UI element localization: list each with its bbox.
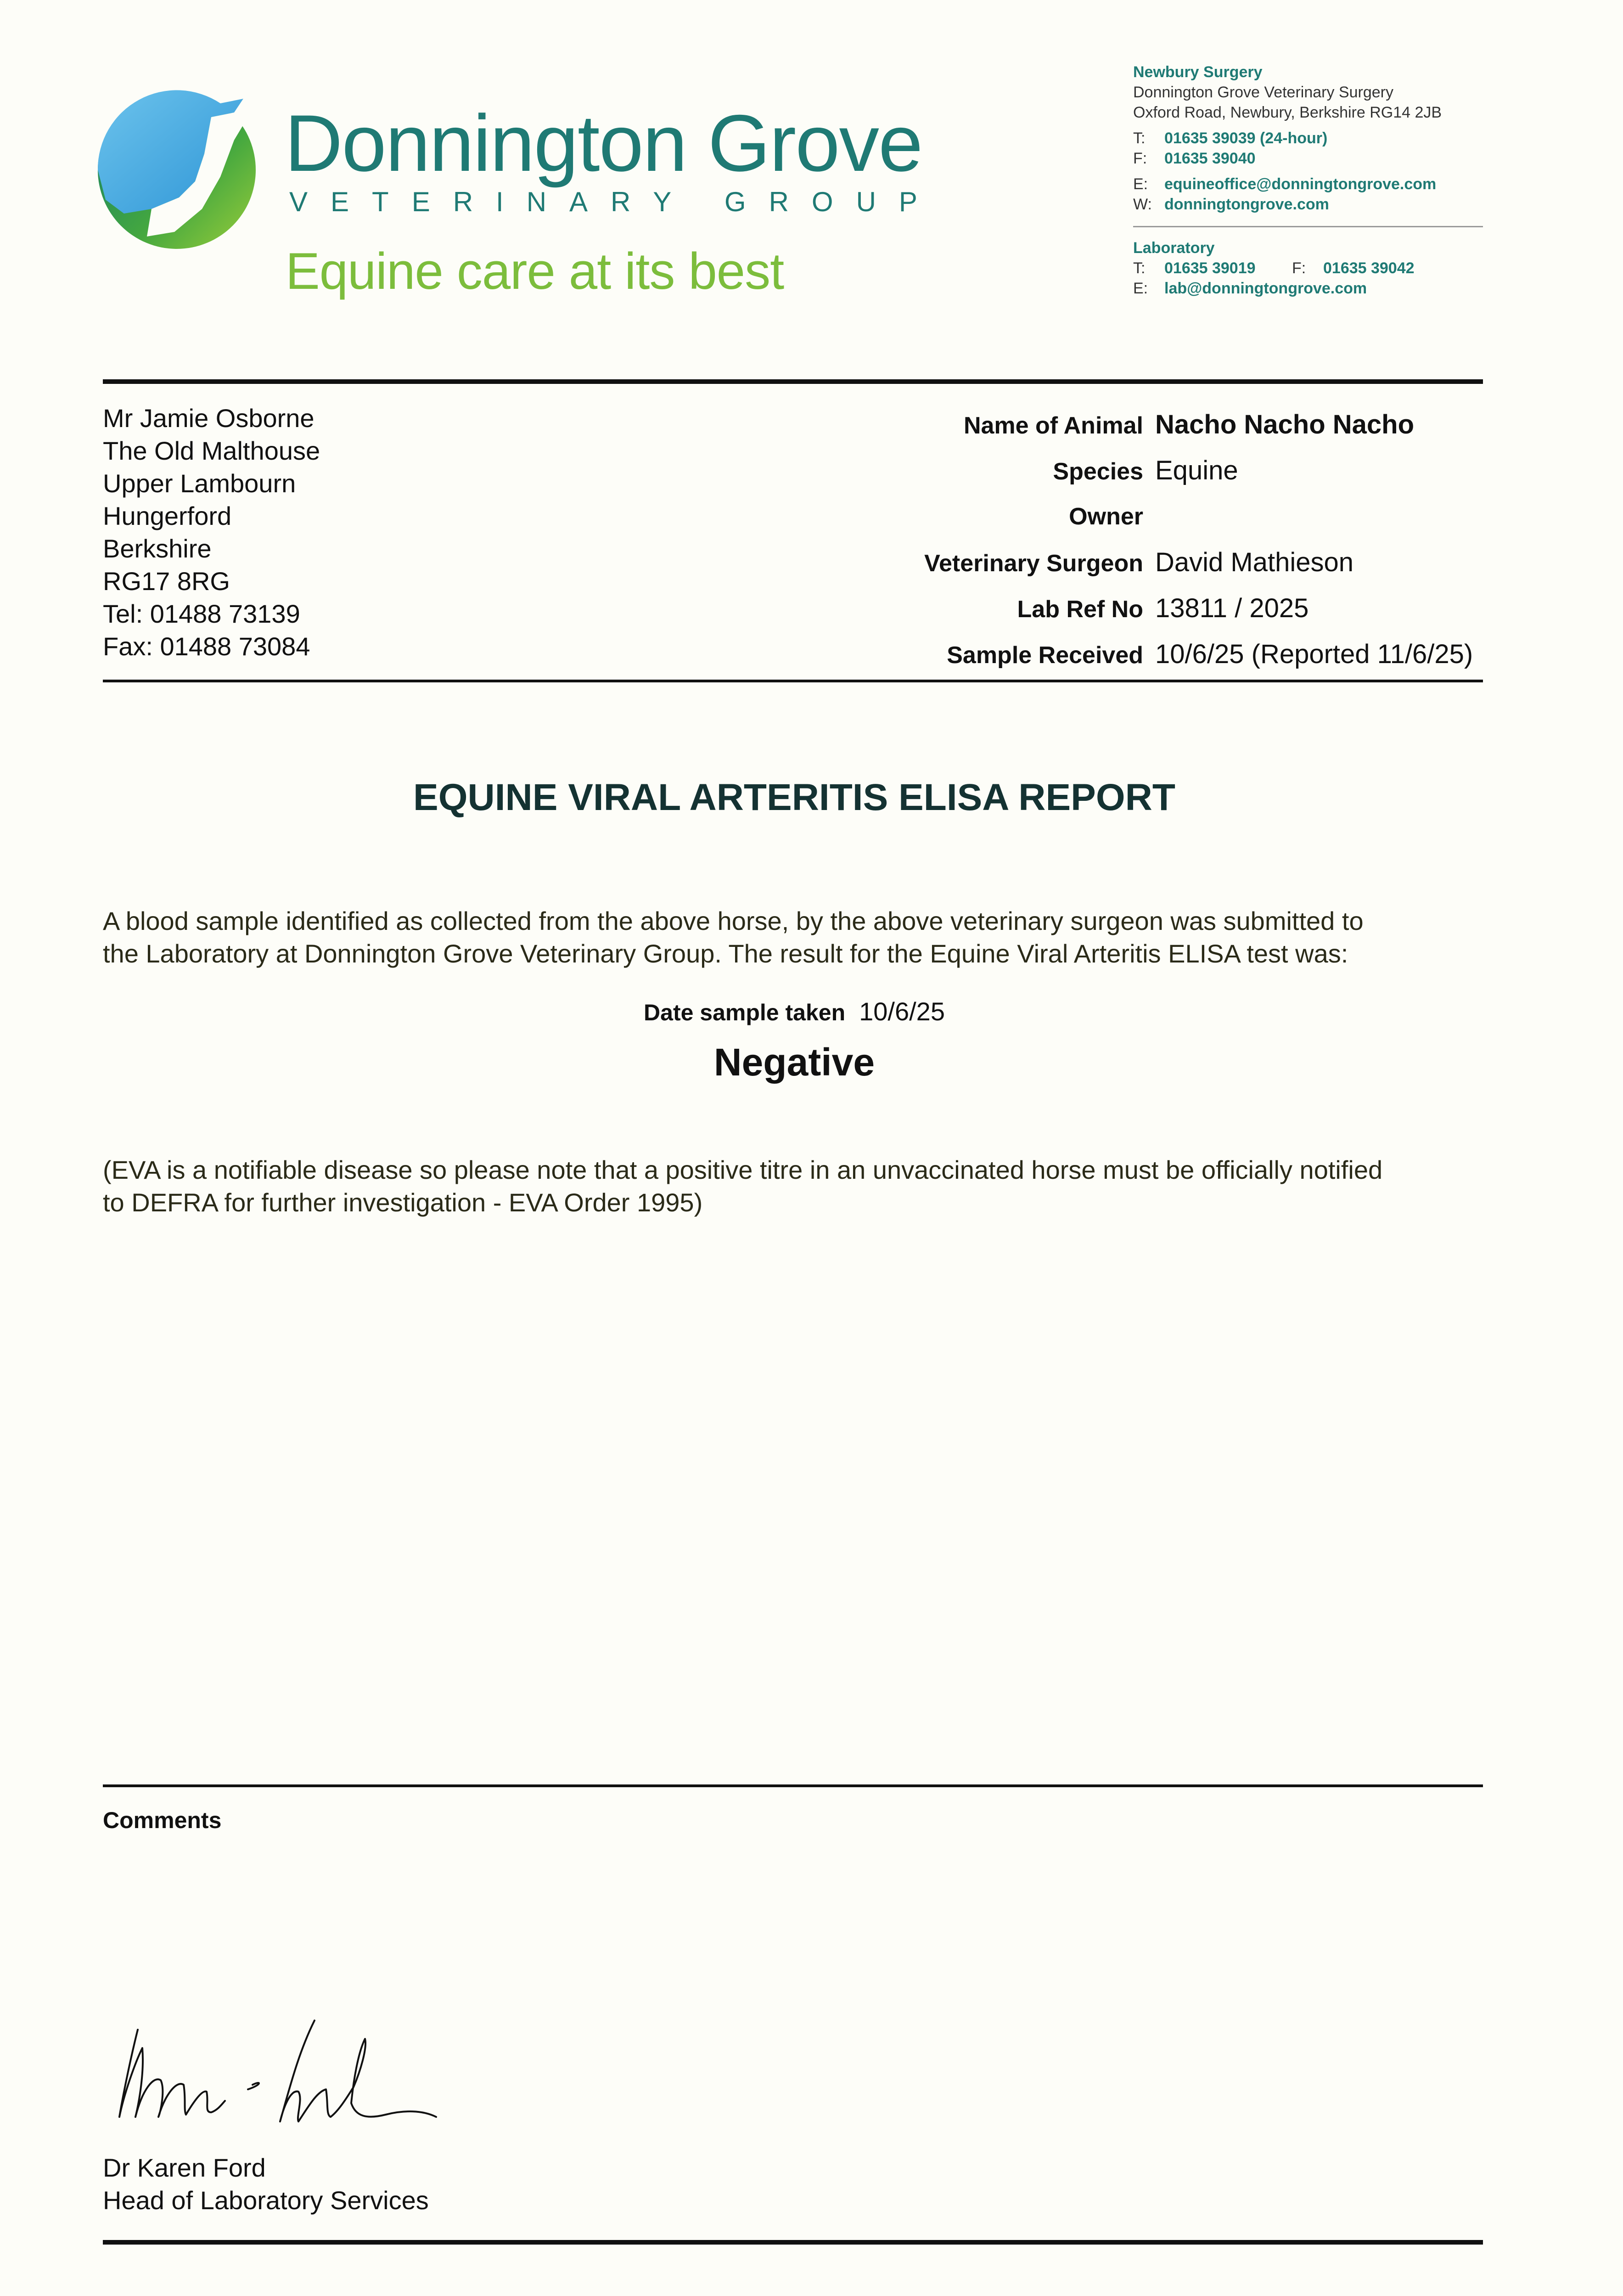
- animal-details: [817, 402, 1473, 677]
- lab-ref-label: Lab Ref No: [1017, 596, 1143, 623]
- detail-row-vet: [817, 540, 1473, 585]
- detail-row-labref: [817, 585, 1473, 631]
- intro-paragraph: [103, 905, 1364, 970]
- date-sample-taken-label: Date sample taken: [644, 1000, 846, 1025]
- address-line: Upper Lambourn: [103, 469, 296, 498]
- address-line: The Old Malthouse: [103, 436, 320, 465]
- lab-phone-row: [1133, 258, 1415, 278]
- notifiable-note: [103, 1154, 1382, 1219]
- brand-tagline: Equine care at its best: [286, 242, 784, 300]
- surgery-phone[interactable]: 01635 39039 (24-hour): [1164, 129, 1328, 147]
- address-line: Mr Jamie Osborne: [103, 404, 314, 433]
- date-sample-taken-row: [0, 996, 1589, 1026]
- surgery-fax-row: [1133, 148, 1442, 169]
- lab-fax-label: F:: [1292, 259, 1306, 277]
- lab-email-row: [1133, 278, 1415, 298]
- detail-row-received: [817, 631, 1473, 677]
- address-line: Berkshire: [103, 534, 212, 563]
- lab-ref-value: 13811 / 2025: [1155, 593, 1309, 623]
- signatory-title: Head of Laboratory Services: [103, 2186, 429, 2215]
- owner-label: Owner: [1069, 503, 1143, 530]
- recipient-address: [103, 402, 320, 663]
- test-result: Negative: [713, 1041, 875, 1084]
- species-label: Species: [1053, 458, 1143, 485]
- signature-image: [110, 2011, 477, 2144]
- lab-phone-label: T:: [1133, 259, 1146, 277]
- animal-name: Nacho Nacho Nacho: [1155, 410, 1414, 439]
- surgery-contact-block: [1133, 62, 1442, 214]
- surgery-email-row: [1133, 174, 1442, 194]
- comments-rule: [103, 1784, 1483, 1787]
- surgery-name: Donnington Grove Veterinary Surgery: [1133, 84, 1393, 101]
- address-line: Tel: 01488 73139: [103, 599, 300, 628]
- vet-value: David Mathieson: [1155, 547, 1353, 577]
- vet-label: Veterinary Surgeon: [924, 550, 1143, 577]
- lab-fax: 01635 39042: [1323, 259, 1415, 277]
- date-sample-taken-value: 10/6/25: [859, 997, 945, 1026]
- lab-contact-block: [1133, 238, 1415, 298]
- lab-phone[interactable]: 01635 39019: [1164, 259, 1256, 277]
- species-value: Equine: [1155, 456, 1238, 485]
- surgery-heading: Newbury Surgery: [1133, 63, 1263, 81]
- surgery-email-label: E:: [1133, 175, 1148, 193]
- note-line: (EVA is a notifiable disease so please note that a positive titre in an unvaccinated horse must be officially notified: [103, 1155, 1383, 1184]
- surgery-phone-label: T:: [1133, 129, 1146, 147]
- sample-received-label: Sample Received: [947, 642, 1143, 669]
- surgery-phone-row: [1133, 128, 1442, 148]
- surgery-fax-label: F:: [1133, 150, 1147, 167]
- horse-head-logo-icon: [96, 85, 262, 250]
- details-rule: [103, 680, 1483, 682]
- lab-email-link[interactable]: lab@donningtongrove.com: [1164, 280, 1367, 297]
- surgery-web-label: W:: [1133, 196, 1152, 213]
- surgery-web-link[interactable]: donningtongrove.com: [1164, 196, 1329, 213]
- intro-line: A blood sample identified as collected from the above horse, by the above veterinary surgeon was submitted to: [103, 906, 1364, 935]
- brand-logo-mark: [96, 85, 262, 250]
- intro-line: the Laboratory at Donnington Grove Veterinary Group. The result for the Equine Viral Arteritis ELISA test was:: [103, 939, 1348, 968]
- surgery-web-row: [1133, 194, 1442, 214]
- surgery-email-link[interactable]: equineoffice@donningtongrove.com: [1164, 175, 1437, 193]
- detail-row-owner: [817, 494, 1473, 540]
- note-line: to DEFRA for further investigation - EVA Order 1995): [103, 1188, 703, 1217]
- detail-row-species: [817, 448, 1473, 494]
- lab-heading: Laboratory: [1133, 239, 1215, 257]
- footer-rule: [103, 2240, 1483, 2245]
- address-line: Hungerford: [103, 501, 232, 530]
- lab-email-label: E:: [1133, 280, 1148, 297]
- address-line: RG17 8RG: [103, 567, 230, 596]
- sample-received-value: 10/6/25 (Reported 11/6/25): [1155, 639, 1473, 669]
- address-line: Fax: 01488 73084: [103, 632, 310, 661]
- surgery-fax: 01635 39040: [1164, 150, 1256, 167]
- comments-label: Comments: [103, 1807, 222, 1833]
- animal-name-label: Name of Animal: [963, 412, 1143, 439]
- header-rule: [103, 379, 1483, 384]
- signatory-name: Dr Karen Ford: [103, 2153, 266, 2182]
- detail-row-name: [817, 402, 1473, 448]
- report-title: EQUINE VIRAL ARTERITIS ELISA REPORT: [413, 777, 1175, 818]
- brand-name: Donnington Grove: [285, 99, 922, 188]
- surgery-address: Oxford Road, Newbury, Berkshire RG14 2JB: [1133, 104, 1442, 121]
- signatory-block: [103, 2151, 429, 2217]
- brand-subtitle: VETERINARY GROUP: [289, 186, 940, 217]
- contact-divider: [1133, 226, 1483, 227]
- handwritten-signature-icon: [110, 2011, 477, 2144]
